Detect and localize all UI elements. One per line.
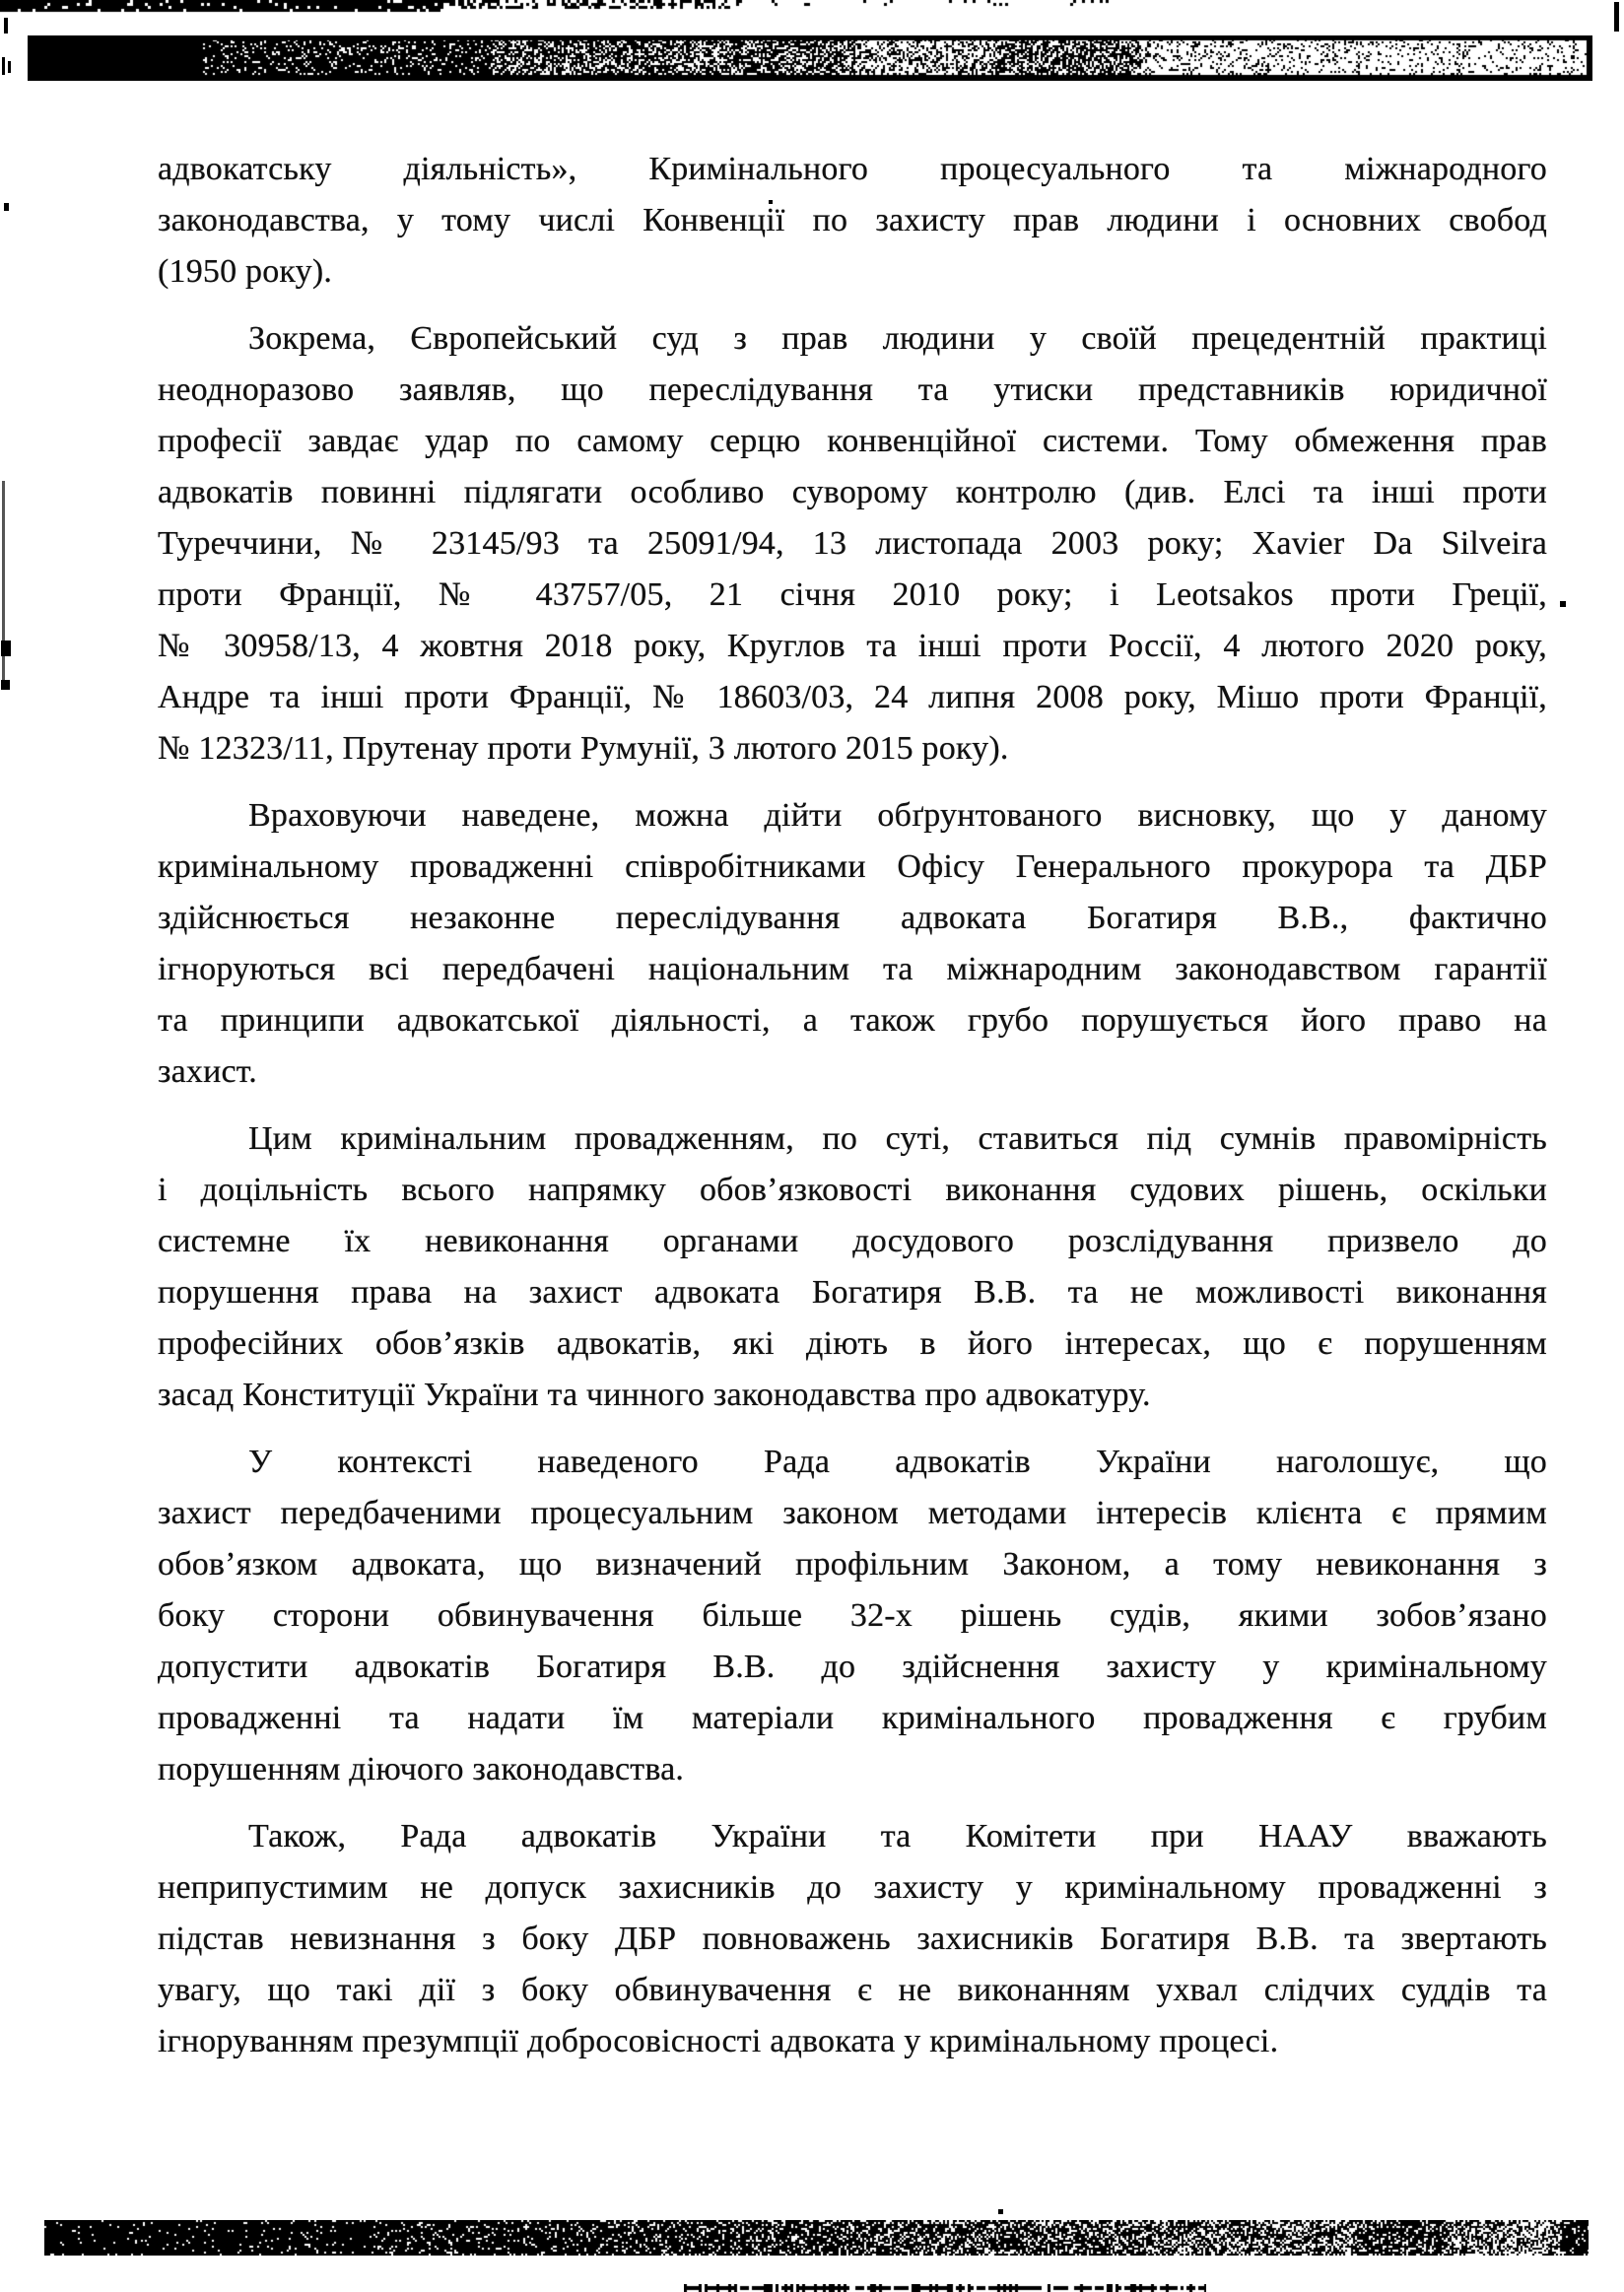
- scan-redaction-bar-bottom: [44, 2220, 1589, 2256]
- text-line: кримінальному провадженні співробітниками Офісу Генерального прокурора та ДБР: [158, 848, 1547, 885]
- text-line: системне їх невиконання органами досудового розслідування призвело до: [158, 1223, 1547, 1259]
- margin-artifact: [1, 680, 10, 690]
- text-line: здійснюється незаконне переслідування адвоката Богатиря В.В., фактично: [158, 900, 1547, 936]
- text-line: провадженні та надати їм матеріали кримінального провадження є грубим: [158, 1700, 1547, 1736]
- paragraph: [158, 1113, 1547, 1421]
- paragraph: [158, 144, 1547, 298]
- text-line: ігноруванням презумпції добросовісності адвоката у кримінальному процесі.: [158, 2023, 1279, 2059]
- text-line: Також, Рада адвокатів України та Комітети при НААУ вважають: [248, 1818, 1547, 1854]
- text-line: Враховуючи наведене, можна дійти обґрунтованого висновку, що у даному: [248, 797, 1547, 834]
- margin-artifact: [4, 203, 9, 211]
- text-line: підстав невизнання з боку ДБР повноважень захисників Богатиря В.В. та звертають: [158, 1921, 1547, 1957]
- paragraph: [158, 1437, 1547, 1795]
- paragraph: [158, 790, 1547, 1098]
- text-line: Туреччини, № 23145/93 та 25091/94, 13 листопада 2003 року; Xavier Da Silveira: [158, 525, 1547, 562]
- scan-redaction-bar-top: [28, 35, 1592, 81]
- margin-artifact: [8, 61, 11, 73]
- text-line: У контексті наведеного Рада адвокатів України наголошує, що: [248, 1444, 1547, 1480]
- margin-artifact: [2, 481, 5, 690]
- text-line: порушенням діючого законодавства.: [158, 1751, 685, 1787]
- text-line: захист.: [158, 1053, 258, 1090]
- text-line: професійних обов’язків адвокатів, які діють в його інтересах, що є порушенням: [158, 1325, 1547, 1362]
- text-line: неодноразово заявляв, що переслідування та утиски представників юридичної: [158, 371, 1547, 408]
- text-line: № 30958/13, 4 жовтня 2018 року, Круглов та інші проти Россії, 4 лютого 2020 року,: [158, 628, 1547, 664]
- text-line: порушення права на захист адвоката Богатиря В.В. та не можливості виконання: [158, 1274, 1547, 1311]
- margin-artifact: [4, 18, 8, 34]
- text-line: законодавства, у тому числі Конвенції по захисту прав людини і основних свобод: [158, 202, 1547, 238]
- text-line: Андре та інші проти Франції, № 18603/03, 24 липня 2008 року, Мішо проти Франції,: [158, 679, 1547, 715]
- ink-speck: [1560, 601, 1566, 607]
- scan-edge-mark-top-right: [1614, 2, 1619, 32]
- paragraph: [158, 1811, 1547, 2067]
- text-line: та принципи адвокатської діяльності, а також грубо порушується його право на: [158, 1002, 1547, 1039]
- text-line: обов’язком адвоката, що визначений профільним Законом, а тому невиконання з: [158, 1546, 1547, 1583]
- text-line: адвокатів повинні підлягати особливо суворому контролю (див. Елсі та інші проти: [158, 474, 1547, 510]
- text-line: професії завдає удар по самому серцю конвенційної системи. Тому обмеження прав: [158, 423, 1547, 459]
- text-line: боку сторони обвинувачення більше 32-х рішень судів, якими зобов’язано: [158, 1597, 1547, 1634]
- scan-noise-top-strip: [0, 0, 1624, 14]
- text-line: № 12323/11, Прутенау проти Румунії, 3 лютого 2015 року).: [158, 730, 1009, 767]
- ink-speck: [998, 2209, 1003, 2214]
- text-line: увагу, що такі дії з боку обвинувачення є не виконанням ухвал слідчих суддів та: [158, 1972, 1547, 2008]
- margin-artifact: [1, 640, 11, 656]
- text-line: ігноруються всі передбачені національним та міжнародним законодавством гарантії: [158, 951, 1547, 987]
- text-line: Зокрема, Європейський суд з прав людини у своїй прецедентній практиці: [248, 320, 1547, 357]
- text-line: адвокатську діяльність», Кримінального процесуального та міжнародного: [158, 151, 1547, 187]
- text-line: Цим кримінальним провадженням, по суті, ставиться під сумнів правомірність: [248, 1120, 1547, 1157]
- paragraph: [158, 313, 1547, 775]
- text-line: засад Конституції України та чинного законодавства про адвокатуру.: [158, 1377, 1151, 1413]
- text-line: проти Франції, № 43757/05, 21 січня 2010 року; і Leotsakos проти Греції,: [158, 576, 1547, 613]
- text-line: (1950 року).: [158, 253, 333, 290]
- text-line: неприпустимим не допуск захисників до захисту у кримінальному провадженні з: [158, 1869, 1547, 1906]
- text-line: і доцільність всього напрямку обов’язковості виконання судових рішень, оскільки: [158, 1172, 1547, 1208]
- text-line: захист передбаченими процесуальним законом методами інтересів клієнта є прямим: [158, 1495, 1547, 1531]
- margin-artifact: [2, 57, 5, 75]
- document-body: [158, 144, 1547, 2083]
- scan-edge-line-bottom: [684, 2284, 1206, 2292]
- text-line: допустити адвокатів Богатиря В.В. до здійснення захисту у кримінальному: [158, 1649, 1547, 1685]
